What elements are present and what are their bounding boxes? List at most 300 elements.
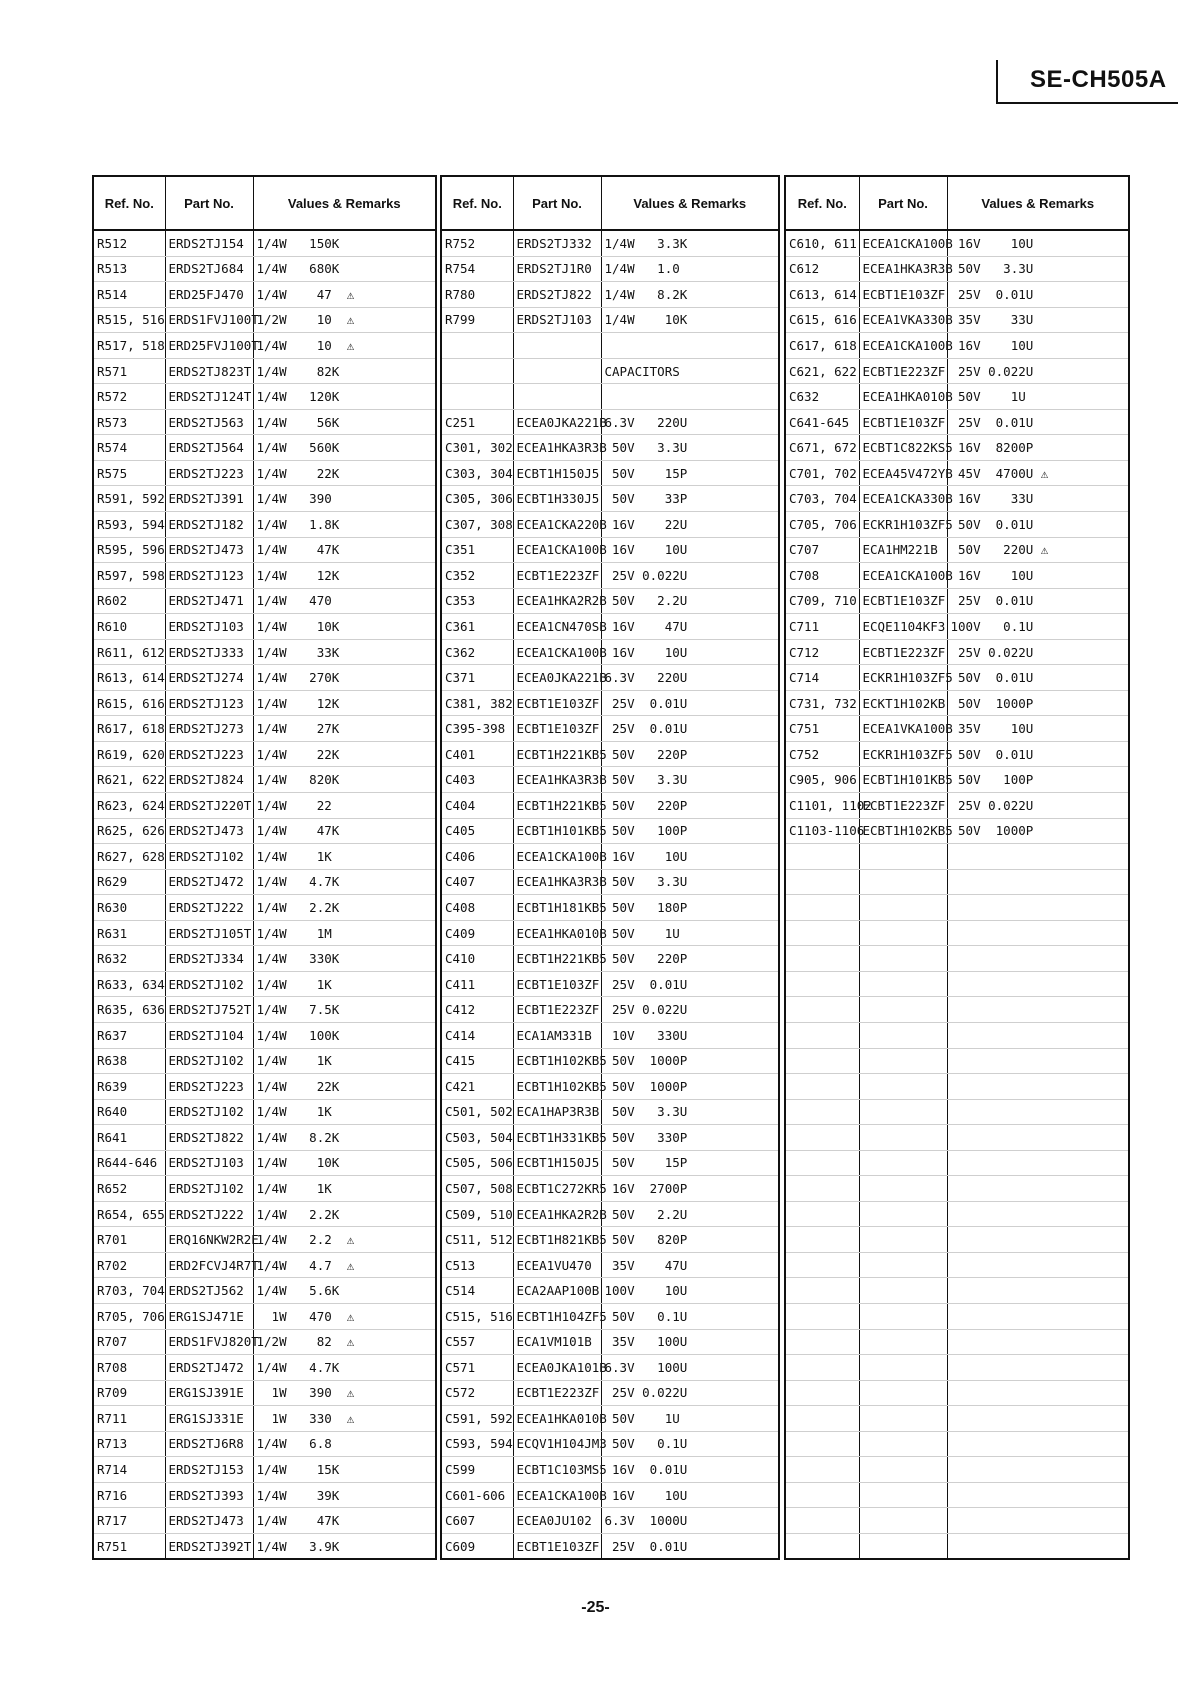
part-no-cell	[859, 1278, 947, 1304]
table-row	[786, 869, 1128, 895]
value-cell	[947, 1074, 1128, 1100]
table-row	[94, 563, 435, 589]
part-no-cell: ECEA1CKA220B	[513, 512, 601, 538]
table-row	[786, 1022, 1128, 1048]
part-no-cell: ECEA1HKA3R3B	[513, 869, 601, 895]
value-cell: 6.3V 220U	[601, 409, 778, 435]
value-cell: 6.3V 100U	[601, 1355, 778, 1381]
part-no-cell	[859, 1227, 947, 1253]
table-row	[442, 1508, 778, 1534]
ref-no-cell: R705, 706	[94, 1303, 165, 1329]
ref-no-cell: C301, 302	[442, 435, 513, 461]
part-no-cell: ECBT1E103ZF	[513, 1533, 601, 1558]
part-no-cell: ECBT1H221KB5	[513, 793, 601, 819]
table-row	[442, 1125, 778, 1151]
table-row	[442, 793, 778, 819]
ref-no-cell	[786, 1201, 859, 1227]
table-row	[94, 512, 435, 538]
part-no-cell	[513, 333, 601, 359]
part-no-cell: ERDS2TJ472	[165, 1355, 253, 1381]
ref-no-cell: R638	[94, 1048, 165, 1074]
ref-no-cell: C1103-1106	[786, 818, 859, 844]
value-cell: 50V 0.1U	[601, 1431, 778, 1457]
table-row	[442, 230, 778, 256]
table-row	[786, 1355, 1128, 1381]
ref-no-cell: C362	[442, 639, 513, 665]
table-row	[442, 1482, 778, 1508]
table-row	[442, 665, 778, 691]
parts-table-column-3	[784, 175, 1130, 1560]
value-cell: 16V 2700P	[601, 1176, 778, 1202]
part-no-cell	[859, 1125, 947, 1151]
ref-no-cell: R591, 592	[94, 486, 165, 512]
table-row	[786, 639, 1128, 665]
value-cell: 1/4W 12K	[253, 563, 435, 589]
table-row	[94, 307, 435, 333]
part-no-cell: ERG1SJ391E	[165, 1380, 253, 1406]
ref-no-cell	[786, 1022, 859, 1048]
value-cell	[947, 1431, 1128, 1457]
ref-no-cell: C352	[442, 563, 513, 589]
part-no-cell: ERDS1FVJ100T	[165, 307, 253, 333]
table-row	[442, 690, 778, 716]
value-cell: 25V 0.01U	[601, 716, 778, 742]
table-row	[786, 767, 1128, 793]
ref-no-cell: R571	[94, 358, 165, 384]
part-no-cell	[859, 1048, 947, 1074]
value-cell: 50V 1U	[601, 1406, 778, 1432]
table-row	[94, 946, 435, 972]
ref-no-cell: C511, 512	[442, 1227, 513, 1253]
value-cell: 1W 390 ⚠	[253, 1380, 435, 1406]
value-cell: 1/4W 10K	[601, 307, 778, 333]
value-cell	[947, 1252, 1128, 1278]
part-no-cell: ERDS1FVJ820T	[165, 1329, 253, 1355]
table-row	[442, 333, 778, 359]
value-cell	[947, 1406, 1128, 1432]
ref-no-cell: R602	[94, 588, 165, 614]
part-no-cell: ECA1AM331B	[513, 1022, 601, 1048]
ref-no-cell: R652	[94, 1176, 165, 1202]
part-no-cell: ECBT1H101KB5	[859, 767, 947, 793]
table-row	[94, 639, 435, 665]
part-no-cell: ECA2AAP100B	[513, 1278, 601, 1304]
table-row	[786, 997, 1128, 1023]
table-row	[786, 256, 1128, 282]
ref-no-cell: C731, 732	[786, 690, 859, 716]
ref-no-cell: R615, 616	[94, 690, 165, 716]
table-row	[442, 1022, 778, 1048]
value-cell	[947, 1176, 1128, 1202]
ref-no-cell: R572	[94, 384, 165, 410]
table-row	[786, 818, 1128, 844]
ref-no-cell: R701	[94, 1227, 165, 1253]
ref-no-cell: R713	[94, 1431, 165, 1457]
table-row	[94, 971, 435, 997]
value-cell: 1/4W 1.8K	[253, 512, 435, 538]
table-row	[786, 1303, 1128, 1329]
value-cell: 50V 820P	[601, 1227, 778, 1253]
part-no-cell	[859, 1431, 947, 1457]
ref-no-cell: C403	[442, 767, 513, 793]
part-no-cell: ECEA45V472YB	[859, 460, 947, 486]
part-no-cell: ERDS2TJ473	[165, 818, 253, 844]
table-row	[94, 230, 435, 256]
value-cell: 1/4W 4.7K	[253, 1355, 435, 1381]
part-no-cell: ECEA1CKA100B	[859, 563, 947, 589]
ref-no-cell: C410	[442, 946, 513, 972]
part-no-cell: ECBT1E223ZF	[513, 1380, 601, 1406]
table-row	[94, 1380, 435, 1406]
table-row	[94, 1533, 435, 1558]
table-row	[786, 1508, 1128, 1534]
ref-no-cell: C601-606	[442, 1482, 513, 1508]
part-no-cell: ECBT1E103ZF	[859, 409, 947, 435]
ref-no-cell: C705, 706	[786, 512, 859, 538]
part-no-cell: ERDS2TJ393	[165, 1482, 253, 1508]
table-row	[786, 460, 1128, 486]
table-row	[786, 537, 1128, 563]
ref-no-cell: C414	[442, 1022, 513, 1048]
ref-no-cell	[786, 1457, 859, 1483]
ref-no-cell	[786, 1406, 859, 1432]
table-row	[442, 537, 778, 563]
ref-no-cell: C303, 304	[442, 460, 513, 486]
value-cell: 1/4W 1.0	[601, 256, 778, 282]
ref-no-cell	[786, 1508, 859, 1534]
value-cell: 50V 220P	[601, 741, 778, 767]
part-no-cell: ERDS2TJ274	[165, 665, 253, 691]
ref-no-cell: R621, 622	[94, 767, 165, 793]
part-no-cell: ECBT1E103ZF	[513, 716, 601, 742]
part-no-cell	[859, 844, 947, 870]
value-cell: 25V 0.01U	[947, 409, 1128, 435]
table-row	[786, 665, 1128, 691]
part-no-cell: ECEA1VKA330B	[859, 307, 947, 333]
ref-no-cell: C515, 516	[442, 1303, 513, 1329]
ref-no-cell: R617, 618	[94, 716, 165, 742]
value-cell: 1/4W 1K	[253, 1048, 435, 1074]
value-cell: 25V 0.022U	[947, 793, 1128, 819]
value-cell: 16V 10U	[947, 230, 1128, 256]
table-row	[94, 1022, 435, 1048]
value-cell: 16V 33U	[947, 486, 1128, 512]
value-cell	[601, 333, 778, 359]
table-row	[786, 588, 1128, 614]
ref-no-cell: R631	[94, 920, 165, 946]
part-no-cell: ERD25FVJ100T	[165, 333, 253, 359]
table-row	[94, 358, 435, 384]
ref-no-cell	[786, 844, 859, 870]
ref-no-cell: R751	[94, 1533, 165, 1558]
ref-no-cell: R613, 614	[94, 665, 165, 691]
ref-no-cell: R703, 704	[94, 1278, 165, 1304]
part-no-cell: ECBT1H102KB5	[513, 1048, 601, 1074]
value-cell: 1/2W 82 ⚠	[253, 1329, 435, 1355]
value-cell: 50V 0.01U	[947, 741, 1128, 767]
part-no-cell: ERDS2TJ222	[165, 1201, 253, 1227]
part-no-cell: ECEA1HKA010B	[513, 1406, 601, 1432]
part-no-cell: ECEA1HKA3R3B	[859, 256, 947, 282]
ref-no-cell: R654, 655	[94, 1201, 165, 1227]
table-row	[786, 563, 1128, 589]
value-cell: 25V 0.01U	[947, 282, 1128, 308]
header-part-no: Part No.	[859, 177, 947, 230]
table-row	[442, 1227, 778, 1253]
value-cell: 1/4W 560K	[253, 435, 435, 461]
table-row	[94, 384, 435, 410]
part-no-cell	[859, 1303, 947, 1329]
table-row	[786, 512, 1128, 538]
ref-no-cell: R593, 594	[94, 512, 165, 538]
header-values-remarks: Values & Remarks	[947, 177, 1128, 230]
table-row	[786, 946, 1128, 972]
value-cell: 50V 0.01U	[947, 665, 1128, 691]
value-cell: 25V 0.022U	[601, 1380, 778, 1406]
table-row	[786, 1176, 1128, 1202]
ref-no-cell: R627, 628	[94, 844, 165, 870]
table-row	[442, 1074, 778, 1100]
ref-no-cell: C507, 508	[442, 1176, 513, 1202]
header-ref-no: Ref. No.	[94, 177, 165, 230]
ref-no-cell: C513	[442, 1252, 513, 1278]
value-cell: 50V 3.3U	[601, 869, 778, 895]
table-row	[786, 384, 1128, 410]
table-row	[94, 1329, 435, 1355]
ref-no-cell: R517, 518	[94, 333, 165, 359]
value-cell: 1/4W 82K	[253, 358, 435, 384]
table-row	[786, 1533, 1128, 1558]
value-cell: 1/4W 270K	[253, 665, 435, 691]
table-row	[442, 1201, 778, 1227]
value-cell: 16V 10U	[947, 563, 1128, 589]
value-cell: 1/4W 1K	[253, 844, 435, 870]
table-row	[94, 1508, 435, 1534]
value-cell: 1/4W 10K	[253, 614, 435, 640]
value-cell: 1W 470 ⚠	[253, 1303, 435, 1329]
part-no-cell: ECBT1E103ZF	[859, 282, 947, 308]
table-row	[786, 844, 1128, 870]
ref-no-cell: R623, 624	[94, 793, 165, 819]
ref-no-cell: R752	[442, 230, 513, 256]
part-no-cell: ERDS2TJ223	[165, 460, 253, 486]
ref-no-cell	[786, 1355, 859, 1381]
value-cell: 25V 0.022U	[947, 358, 1128, 384]
part-no-cell: ERDS2TJ273	[165, 716, 253, 742]
value-cell: 1/4W 4.7 ⚠	[253, 1252, 435, 1278]
header-ref-no: Ref. No.	[442, 177, 513, 230]
part-no-cell	[859, 971, 947, 997]
part-no-cell: ERDS2TJ822	[165, 1125, 253, 1151]
table-row	[442, 1303, 778, 1329]
value-cell: 25V 0.01U	[601, 971, 778, 997]
table-row	[94, 435, 435, 461]
value-cell: 1/4W 47K	[253, 537, 435, 563]
part-no-cell	[859, 946, 947, 972]
value-cell: 1/4W 47 ⚠	[253, 282, 435, 308]
table-row	[94, 588, 435, 614]
value-cell: 50V 180P	[601, 895, 778, 921]
ref-no-cell	[442, 358, 513, 384]
ref-no-cell: R702	[94, 1252, 165, 1278]
page-number: -25-	[581, 1599, 610, 1616]
table-row	[786, 793, 1128, 819]
part-no-cell: ERDS2TJ103	[165, 614, 253, 640]
ref-no-cell: C404	[442, 793, 513, 819]
part-no-cell: ECBT1H181KB5	[513, 895, 601, 921]
ref-no-cell: C572	[442, 1380, 513, 1406]
part-no-cell: ECKT1H102KB	[859, 690, 947, 716]
value-cell: 50V 15P	[601, 1150, 778, 1176]
value-cell: 1/4W 1K	[253, 971, 435, 997]
table-row	[94, 1406, 435, 1432]
ref-no-cell: C752	[786, 741, 859, 767]
part-no-cell: ECEA1CKA100B	[513, 537, 601, 563]
table-row	[786, 435, 1128, 461]
value-cell: 1/4W 1M	[253, 920, 435, 946]
table-row	[786, 1150, 1128, 1176]
table-row	[442, 1457, 778, 1483]
table-row	[94, 997, 435, 1023]
value-cell: 1/4W 22K	[253, 460, 435, 486]
part-no-cell: ERDS2TJ123	[165, 690, 253, 716]
ref-no-cell: R714	[94, 1457, 165, 1483]
table-row	[94, 614, 435, 640]
table-row	[94, 1048, 435, 1074]
ref-no-cell: R630	[94, 895, 165, 921]
value-cell: 50V 1000P	[601, 1048, 778, 1074]
value-cell: 1/4W 27K	[253, 716, 435, 742]
table-row	[94, 1125, 435, 1151]
ref-no-cell: R625, 626	[94, 818, 165, 844]
value-cell: 35V 100U	[601, 1329, 778, 1355]
table-row	[442, 512, 778, 538]
ref-no-cell: C610, 611	[786, 230, 859, 256]
part-no-cell: ERDS2TJ124T	[165, 384, 253, 410]
table-row	[786, 1482, 1128, 1508]
value-cell: 16V 0.01U	[601, 1457, 778, 1483]
table-row	[442, 384, 778, 410]
table-row	[94, 282, 435, 308]
part-no-cell: ERDS2TJ153	[165, 1457, 253, 1483]
part-no-cell: ECBT1C272KR5	[513, 1176, 601, 1202]
ref-no-cell: C406	[442, 844, 513, 870]
ref-no-cell: C905, 906	[786, 767, 859, 793]
table-row	[442, 1406, 778, 1432]
part-no-cell	[859, 1074, 947, 1100]
part-no-cell: ECEA0JKA221B	[513, 665, 601, 691]
part-no-cell: ERDS2TJ102	[165, 1099, 253, 1125]
table-row	[94, 1482, 435, 1508]
value-cell: 1/4W 120K	[253, 384, 435, 410]
part-no-cell: ECEA1VKA100B	[859, 716, 947, 742]
table-row	[442, 282, 778, 308]
value-cell	[947, 1150, 1128, 1176]
table-row	[786, 1252, 1128, 1278]
ref-no-cell: C632	[786, 384, 859, 410]
part-no-cell: ERDS2TJ564	[165, 435, 253, 461]
table-row	[786, 741, 1128, 767]
table-row	[442, 895, 778, 921]
part-no-cell: ERDS2TJ471	[165, 588, 253, 614]
value-cell: 1/4W 15K	[253, 1457, 435, 1483]
value-cell: 50V 330P	[601, 1125, 778, 1151]
ref-no-cell: C557	[442, 1329, 513, 1355]
value-cell: 1/4W 4.7K	[253, 869, 435, 895]
table-row	[94, 869, 435, 895]
ref-no-cell: C599	[442, 1457, 513, 1483]
part-no-cell	[859, 1252, 947, 1278]
value-cell	[947, 1329, 1128, 1355]
value-cell: 50V 1000P	[947, 818, 1128, 844]
value-cell: 1/4W 22K	[253, 741, 435, 767]
table-row	[786, 1278, 1128, 1304]
value-cell: 1/4W 47K	[253, 1508, 435, 1534]
value-cell	[947, 844, 1128, 870]
ref-no-cell: C617, 618	[786, 333, 859, 359]
value-cell	[947, 895, 1128, 921]
value-cell: 1/4W 820K	[253, 767, 435, 793]
table-row	[442, 563, 778, 589]
part-no-cell: ECEA1HKA010B	[513, 920, 601, 946]
ref-no-cell: C707	[786, 537, 859, 563]
ref-no-cell: C501, 502	[442, 1099, 513, 1125]
table-row	[442, 358, 778, 384]
value-cell: 50V 3.3U	[601, 1099, 778, 1125]
ref-no-cell	[786, 1533, 859, 1558]
part-no-cell	[859, 1150, 947, 1176]
part-no-cell: ERDS2TJ102	[165, 1176, 253, 1202]
part-no-cell: ECEA1CKA100B	[513, 1482, 601, 1508]
ref-no-cell: C751	[786, 716, 859, 742]
value-cell: 16V 10U	[601, 1482, 778, 1508]
table-row	[442, 1252, 778, 1278]
part-no-cell: ECEA1HKA3R3B	[513, 767, 601, 793]
part-no-cell: ECA1HM221B	[859, 537, 947, 563]
ref-no-cell	[786, 1431, 859, 1457]
part-no-cell: ECQV1H104JM3	[513, 1431, 601, 1457]
table-row	[94, 1431, 435, 1457]
ref-no-cell	[786, 1252, 859, 1278]
value-cell: 25V 0.01U	[604, 1538, 688, 1554]
ref-no-cell: C408	[442, 895, 513, 921]
ref-no-cell	[442, 333, 513, 359]
part-no-cell: ERDS2TJ333	[165, 639, 253, 665]
value-cell: 100V 0.1U	[947, 614, 1128, 640]
table-row	[786, 716, 1128, 742]
value-cell: 16V 22U	[601, 512, 778, 538]
ref-no-cell: C612	[786, 256, 859, 282]
value-cell: 1/2W 10 ⚠	[253, 307, 435, 333]
ref-no-cell: R629	[94, 869, 165, 895]
part-no-cell: ERG1SJ331E	[165, 1406, 253, 1432]
ref-no-cell: R595, 596	[94, 537, 165, 563]
part-no-cell: ERD2FCVJ4R7T	[165, 1252, 253, 1278]
value-cell: 1/4W 5.6K	[253, 1278, 435, 1304]
value-cell: 6.3V 220U	[601, 665, 778, 691]
table-row	[442, 946, 778, 972]
part-no-cell: ERDS2TJ392T	[165, 1533, 253, 1558]
part-no-cell: ECEA1HKA2R2B	[513, 1201, 601, 1227]
ref-no-cell: C509, 510	[442, 1201, 513, 1227]
part-no-cell: ERDS2TJ1R0	[513, 256, 601, 282]
table-row	[786, 486, 1128, 512]
value-cell: 1/4W 680K	[253, 256, 435, 282]
value-cell	[947, 1022, 1128, 1048]
value-cell: 50V 3.3U	[601, 435, 778, 461]
parts-table	[94, 177, 435, 1558]
part-no-cell: ECBT1E103ZF	[859, 588, 947, 614]
